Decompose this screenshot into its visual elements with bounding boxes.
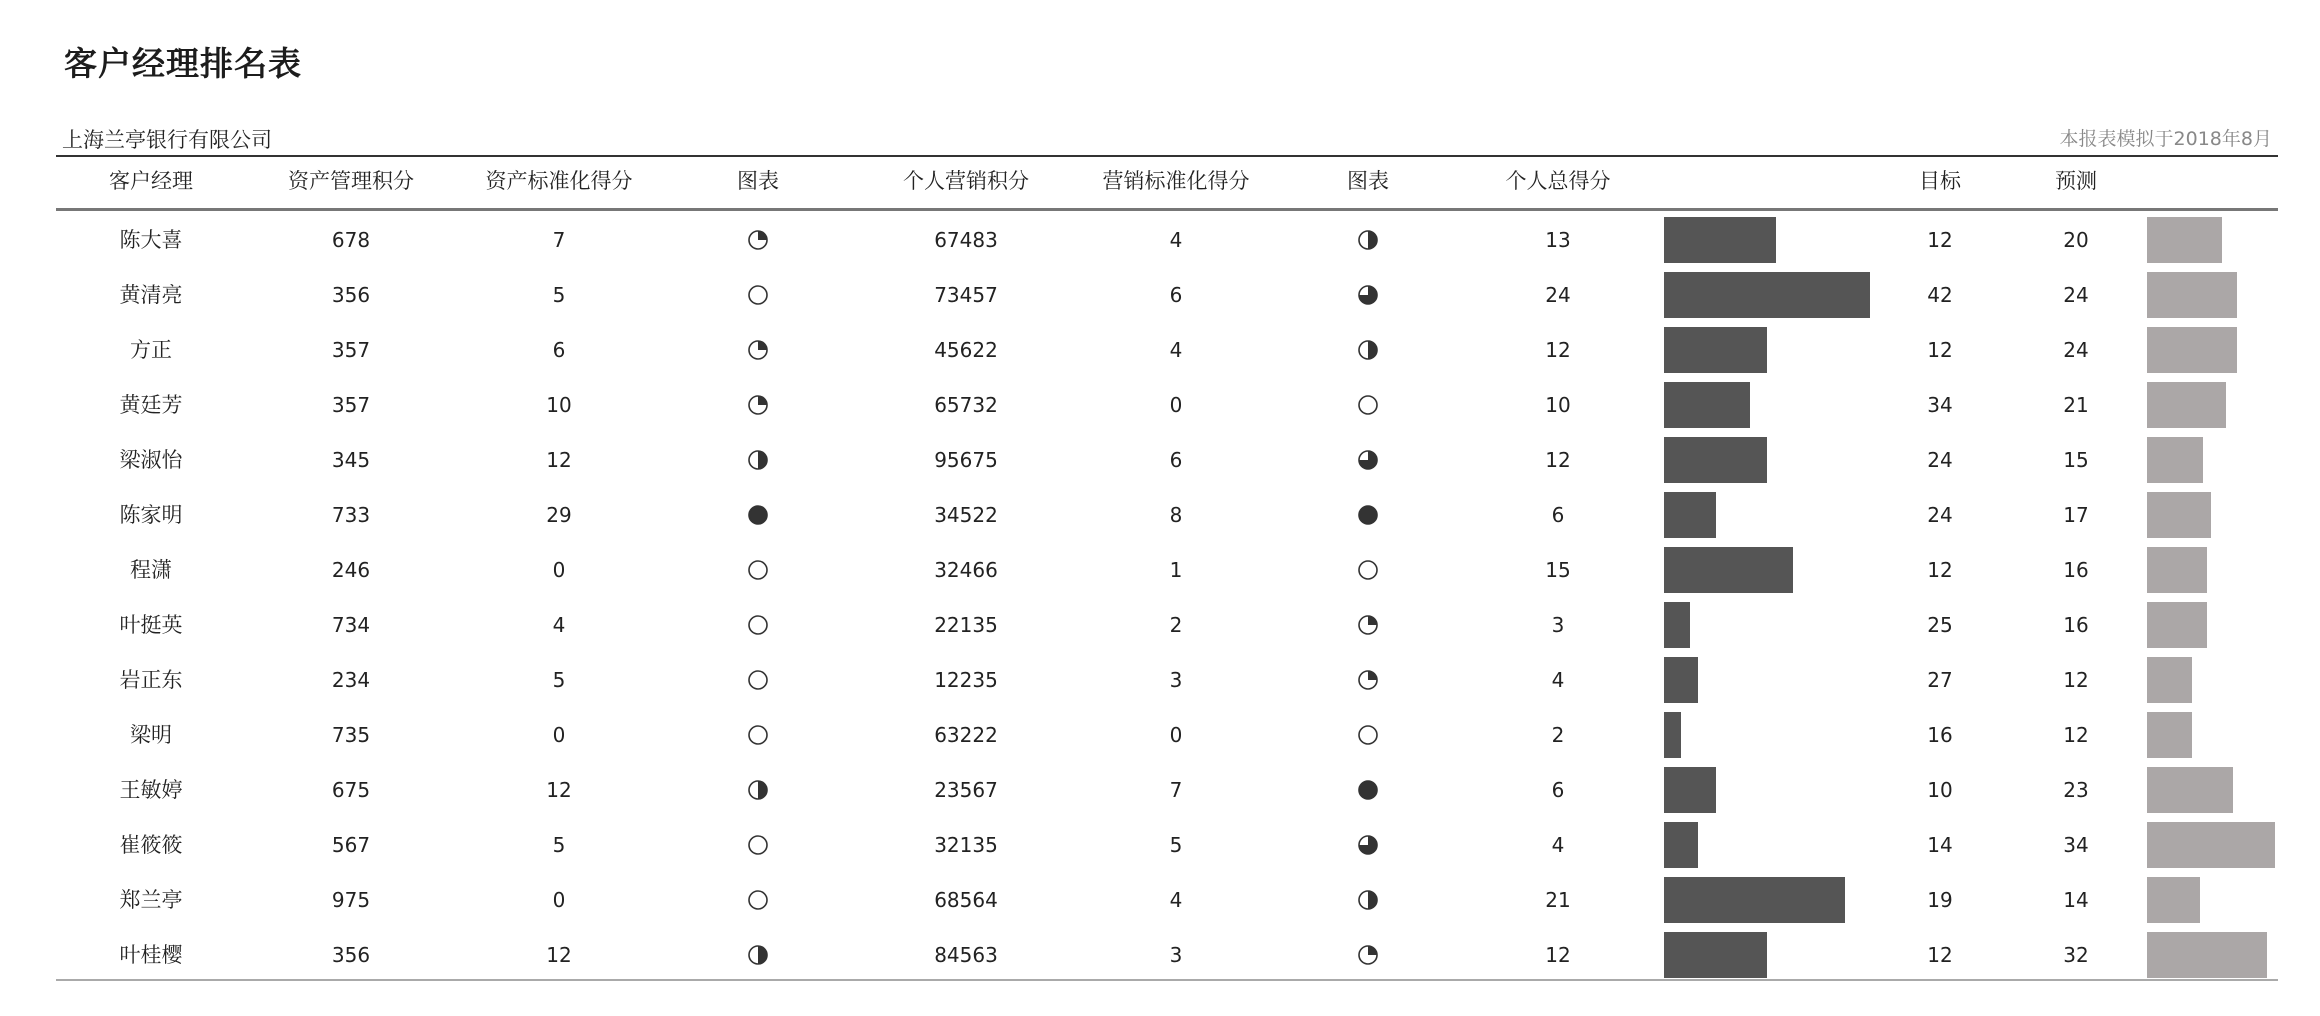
header-marketing-points: 个人营销积分 xyxy=(903,169,1029,193)
header-marketing-std: 营销标准化得分 xyxy=(1102,169,1250,193)
cell-marketing-points: 22135 xyxy=(934,613,998,637)
header-manager: 客户经理 xyxy=(109,169,193,193)
cell-marketing-std: 1 xyxy=(1169,558,1183,582)
asset-score-pie-icon xyxy=(747,669,769,691)
cell-marketing-std: 0 xyxy=(1169,723,1183,747)
cell-marketing-std: 7 xyxy=(1169,778,1183,802)
forecast-bar xyxy=(2147,877,2200,923)
cell-marketing-std: 6 xyxy=(1169,283,1183,307)
cell-asset-points: 678 xyxy=(331,228,371,252)
forecast-bar xyxy=(2147,822,2275,868)
cell-target: 27 xyxy=(1927,668,1953,692)
cell-total: 24 xyxy=(1545,283,1571,307)
marketing-score-pie-icon xyxy=(1357,394,1379,416)
cell-asset-std: 12 xyxy=(546,778,572,802)
cell-asset-std: 0 xyxy=(552,723,566,747)
total-score-bar xyxy=(1664,712,1681,758)
cell-marketing-std: 6 xyxy=(1169,448,1183,472)
cell-manager: 叶挺英 xyxy=(119,613,183,637)
total-score-bar xyxy=(1664,272,1870,318)
cell-marketing-points: 95675 xyxy=(934,448,998,472)
forecast-bar xyxy=(2147,217,2222,263)
asset-score-pie-icon xyxy=(747,394,769,416)
total-score-bar xyxy=(1664,822,1698,868)
cell-manager: 崔筱筱 xyxy=(119,833,183,857)
forecast-bar xyxy=(2147,657,2192,703)
cell-asset-std: 4 xyxy=(552,613,566,637)
cell-forecast: 32 xyxy=(2063,943,2089,967)
cell-manager: 黄清亮 xyxy=(119,283,183,307)
total-score-bar xyxy=(1664,437,1767,483)
header-forecast: 预测 xyxy=(2055,169,2097,193)
cell-marketing-std: 8 xyxy=(1169,503,1183,527)
cell-marketing-points: 68564 xyxy=(934,888,998,912)
header-total: 个人总得分 xyxy=(1505,169,1611,193)
total-score-bar xyxy=(1664,217,1776,263)
asset-score-pie-icon xyxy=(747,504,769,526)
cell-asset-points: 234 xyxy=(331,668,371,692)
cell-manager: 梁淑怡 xyxy=(119,448,183,472)
cell-target: 24 xyxy=(1927,503,1953,527)
cell-total: 15 xyxy=(1545,558,1571,582)
cell-marketing-points: 84563 xyxy=(934,943,998,967)
cell-asset-std: 5 xyxy=(552,283,566,307)
report-title: 客户经理排名表 xyxy=(64,44,302,83)
cell-total: 21 xyxy=(1545,888,1571,912)
cell-forecast: 24 xyxy=(2063,338,2089,362)
cell-asset-points: 357 xyxy=(331,393,371,417)
cell-marketing-std: 5 xyxy=(1169,833,1183,857)
cell-target: 12 xyxy=(1927,338,1953,362)
cell-total: 12 xyxy=(1545,448,1571,472)
cell-total: 13 xyxy=(1545,228,1571,252)
marketing-score-pie-icon xyxy=(1357,944,1379,966)
asset-score-pie-icon xyxy=(747,944,769,966)
cell-total: 12 xyxy=(1545,943,1571,967)
cell-forecast: 12 xyxy=(2063,668,2089,692)
cell-marketing-std: 4 xyxy=(1169,338,1183,362)
cell-marketing-points: 67483 xyxy=(934,228,998,252)
cell-manager: 陈家明 xyxy=(119,503,183,527)
total-score-bar xyxy=(1664,877,1845,923)
marketing-score-pie-icon xyxy=(1357,614,1379,636)
cell-asset-std: 12 xyxy=(546,448,572,472)
cell-total: 6 xyxy=(1551,778,1565,802)
total-score-bar xyxy=(1664,767,1716,813)
header-asset-points: 资产管理积分 xyxy=(288,169,414,193)
cell-manager: 王敏婷 xyxy=(119,778,183,802)
asset-score-pie-icon xyxy=(747,889,769,911)
cell-total: 4 xyxy=(1551,833,1565,857)
cell-marketing-std: 4 xyxy=(1169,888,1183,912)
forecast-bar xyxy=(2147,382,2226,428)
cell-target: 24 xyxy=(1927,448,1953,472)
cell-asset-std: 29 xyxy=(546,503,572,527)
cell-asset-std: 12 xyxy=(546,943,572,967)
forecast-bar xyxy=(2147,767,2233,813)
cell-marketing-std: 2 xyxy=(1169,613,1183,637)
company-name: 上海兰亭银行有限公司 xyxy=(62,128,272,152)
cell-marketing-points: 73457 xyxy=(934,283,998,307)
cell-manager: 郑兰亭 xyxy=(119,888,183,912)
cell-forecast: 24 xyxy=(2063,283,2089,307)
marketing-score-pie-icon xyxy=(1357,449,1379,471)
cell-asset-points: 356 xyxy=(331,283,371,307)
cell-marketing-std: 3 xyxy=(1169,943,1183,967)
asset-score-pie-icon xyxy=(747,614,769,636)
cell-manager: 岩正东 xyxy=(119,668,183,692)
forecast-bar xyxy=(2147,272,2237,318)
marketing-score-pie-icon xyxy=(1357,724,1379,746)
cell-total: 12 xyxy=(1545,338,1571,362)
cell-asset-points: 734 xyxy=(331,613,371,637)
total-score-bar xyxy=(1664,327,1767,373)
cell-forecast: 23 xyxy=(2063,778,2089,802)
cell-forecast: 20 xyxy=(2063,228,2089,252)
cell-total: 4 xyxy=(1551,668,1565,692)
marketing-score-pie-icon xyxy=(1357,229,1379,251)
header-asset-std: 资产标准化得分 xyxy=(485,169,633,193)
cell-target: 12 xyxy=(1927,228,1953,252)
forecast-bar xyxy=(2147,602,2207,648)
asset-score-pie-icon xyxy=(747,559,769,581)
cell-target: 12 xyxy=(1927,558,1953,582)
total-score-bar xyxy=(1664,602,1690,648)
total-score-bar xyxy=(1664,932,1767,978)
cell-manager: 梁明 xyxy=(130,723,172,747)
cell-target: 34 xyxy=(1927,393,1953,417)
table-bottom-rule xyxy=(56,979,2278,981)
cell-forecast: 17 xyxy=(2063,503,2089,527)
header-asset-chart: 图表 xyxy=(737,169,779,193)
cell-marketing-points: 34522 xyxy=(934,503,998,527)
cell-marketing-points: 45622 xyxy=(934,338,998,362)
cell-asset-std: 6 xyxy=(552,338,566,362)
cell-manager: 方正 xyxy=(130,338,172,362)
marketing-score-pie-icon xyxy=(1357,834,1379,856)
cell-forecast: 16 xyxy=(2063,558,2089,582)
cell-manager: 程潇 xyxy=(130,558,172,582)
total-score-bar xyxy=(1664,382,1750,428)
cell-manager: 叶桂樱 xyxy=(119,943,183,967)
asset-score-pie-icon xyxy=(747,779,769,801)
cell-marketing-points: 32135 xyxy=(934,833,998,857)
cell-marketing-points: 32466 xyxy=(934,558,998,582)
marketing-score-pie-icon xyxy=(1357,669,1379,691)
cell-asset-std: 0 xyxy=(552,558,566,582)
cell-asset-std: 0 xyxy=(552,888,566,912)
cell-asset-points: 733 xyxy=(331,503,371,527)
cell-total: 6 xyxy=(1551,503,1565,527)
asset-score-pie-icon xyxy=(747,339,769,361)
asset-score-pie-icon xyxy=(747,834,769,856)
cell-marketing-points: 12235 xyxy=(934,668,998,692)
cell-manager: 陈大喜 xyxy=(119,228,183,252)
marketing-score-pie-icon xyxy=(1357,779,1379,801)
marketing-score-pie-icon xyxy=(1357,504,1379,526)
cell-marketing-std: 0 xyxy=(1169,393,1183,417)
cell-total: 10 xyxy=(1545,393,1571,417)
cell-asset-std: 5 xyxy=(552,833,566,857)
cell-forecast: 14 xyxy=(2063,888,2089,912)
cell-asset-points: 567 xyxy=(331,833,371,857)
table-top-rule xyxy=(56,155,2278,157)
header-target: 目标 xyxy=(1919,169,1961,193)
cell-asset-std: 7 xyxy=(552,228,566,252)
asset-score-pie-icon xyxy=(747,229,769,251)
total-score-bar xyxy=(1664,657,1698,703)
cell-asset-points: 357 xyxy=(331,338,371,362)
cell-marketing-std: 3 xyxy=(1169,668,1183,692)
cell-asset-points: 675 xyxy=(331,778,371,802)
cell-asset-points: 345 xyxy=(331,448,371,472)
cell-target: 25 xyxy=(1927,613,1953,637)
cell-asset-points: 246 xyxy=(331,558,371,582)
cell-asset-std: 5 xyxy=(552,668,566,692)
cell-forecast: 34 xyxy=(2063,833,2089,857)
cell-target: 42 xyxy=(1927,283,1953,307)
cell-marketing-points: 23567 xyxy=(934,778,998,802)
forecast-bar xyxy=(2147,932,2267,978)
report-date-note: 本报表模拟于2018年8月 xyxy=(2059,128,2272,150)
cell-marketing-points: 65732 xyxy=(934,393,998,417)
forecast-bar xyxy=(2147,712,2192,758)
cell-asset-std: 10 xyxy=(546,393,572,417)
asset-score-pie-icon xyxy=(747,449,769,471)
marketing-score-pie-icon xyxy=(1357,339,1379,361)
forecast-bar xyxy=(2147,547,2207,593)
marketing-score-pie-icon xyxy=(1357,559,1379,581)
cell-asset-points: 356 xyxy=(331,943,371,967)
forecast-bar xyxy=(2147,327,2237,373)
cell-target: 10 xyxy=(1927,778,1953,802)
total-score-bar xyxy=(1664,492,1716,538)
asset-score-pie-icon xyxy=(747,724,769,746)
cell-manager: 黄廷芳 xyxy=(119,393,183,417)
header-marketing-chart: 图表 xyxy=(1347,169,1389,193)
table-header-rule xyxy=(56,208,2278,211)
cell-target: 14 xyxy=(1927,833,1953,857)
cell-asset-points: 975 xyxy=(331,888,371,912)
forecast-bar xyxy=(2147,437,2203,483)
marketing-score-pie-icon xyxy=(1357,889,1379,911)
marketing-score-pie-icon xyxy=(1357,284,1379,306)
cell-forecast: 16 xyxy=(2063,613,2089,637)
cell-forecast: 21 xyxy=(2063,393,2089,417)
forecast-bar xyxy=(2147,492,2211,538)
cell-marketing-points: 63222 xyxy=(934,723,998,747)
cell-target: 12 xyxy=(1927,943,1953,967)
cell-forecast: 15 xyxy=(2063,448,2089,472)
cell-total: 2 xyxy=(1551,723,1565,747)
cell-total: 3 xyxy=(1551,613,1565,637)
cell-target: 16 xyxy=(1927,723,1953,747)
cell-marketing-std: 4 xyxy=(1169,228,1183,252)
cell-forecast: 12 xyxy=(2063,723,2089,747)
cell-target: 19 xyxy=(1927,888,1953,912)
asset-score-pie-icon xyxy=(747,284,769,306)
cell-asset-points: 735 xyxy=(331,723,371,747)
total-score-bar xyxy=(1664,547,1793,593)
